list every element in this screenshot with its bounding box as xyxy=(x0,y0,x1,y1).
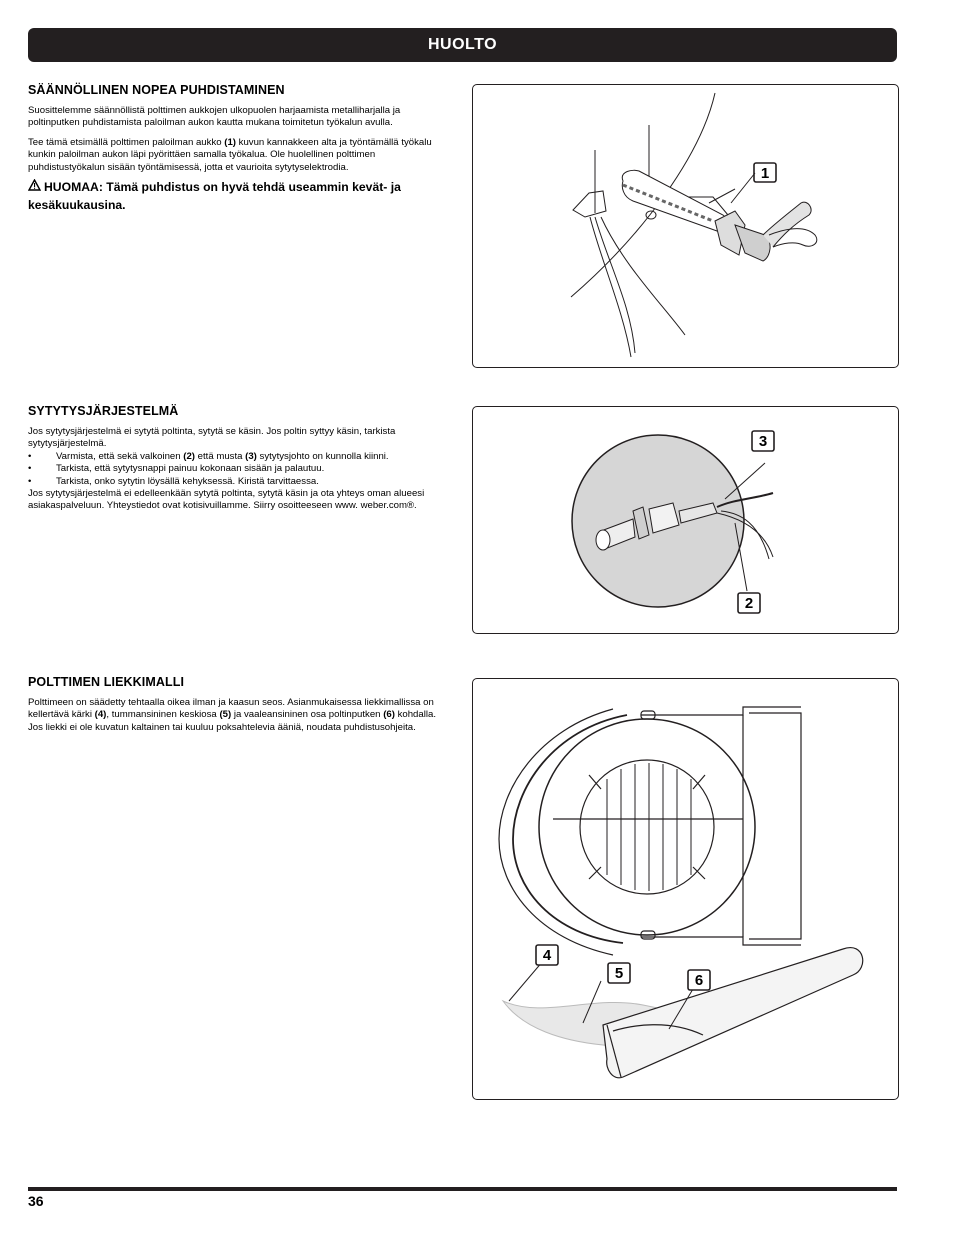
figure-flame-pattern xyxy=(472,678,899,1100)
callout-4 xyxy=(536,945,558,965)
callout-3 xyxy=(752,431,774,451)
section-title: SÄÄNNÖLLINEN NOPEA PUHDISTAMINEN xyxy=(28,83,285,97)
warning-icon xyxy=(28,178,41,196)
callout-5 xyxy=(608,963,630,983)
callout-1 xyxy=(754,163,776,182)
figure-igniter xyxy=(472,406,899,634)
section-flame-pattern xyxy=(28,675,453,741)
callout-2 xyxy=(738,593,760,613)
svg-text:2: 2 xyxy=(744,595,754,612)
section-header-bar xyxy=(28,28,897,62)
svg-text:5: 5 xyxy=(614,965,624,982)
paragraph: Jos sytytysjärjestelmä ei edelleenkään sytytä poltinta, sytytä käsin ja ota yhteys oman alueesi asiakaspalveluun. Yhteystiedot ovat kotisivuillamme. Siirry osoitteeseen www. weber.com®. xyxy=(28,488,425,512)
section-ignition-system xyxy=(28,404,453,520)
svg-text:3: 3 xyxy=(758,433,768,450)
paragraph: Jos sytytysjärjestelmä ei sytytä poltinta, sytytä se käsin. Jos poltin syttyy käsin, tarkista sytytysjärjestelmä. xyxy=(28,426,396,450)
list-item: • Tarkista, että sytytysnappi painuu kokonaan sisään ja palautuu. xyxy=(28,463,453,475)
paragraph: Polttimeen on säädetty tehtaalla oikea ilman ja kaasun seos. Asianmukaisessa liekkimallissa on kellertävä kärki (4), tummansininen keskiosa (5) ja vaaleansininen osa poltinputken (6) kohdalla. Jos liekki ei ole kuvatun kaltainen tai kuuluu poksahtelevia ääniä, noudata puhdistusohjeita. xyxy=(28,697,436,733)
footer-rule xyxy=(28,1187,897,1191)
section-title: POLTTIMEN LIEKKIMALLI xyxy=(28,675,185,689)
callout-6 xyxy=(688,970,710,990)
section-title: SYTYTYSJÄRJESTELMÄ xyxy=(28,404,179,418)
paragraph: Suosittelemme säännöllistä polttimen aukkojen ulkopuolen harjaamista metalliharjalla ja poltinputken puhdistamista paloilman aukon kautta mukana toimitetun työkalun avulla. xyxy=(28,105,401,129)
paragraph: Tee tämä etsimällä polttimen paloilman aukko (1) kuvun kannakkeen alta ja työntämällä työkalu kunkin paloilman aukon läpi pyörittäen samalla työkalua. Ole huolellinen polttimen puhdistustyökalun sisään työntämisessä, jotta et vaurioita sytytyselektrodia. xyxy=(28,136,432,173)
section-regular-cleaning xyxy=(28,83,453,214)
list-item: • Varmista, että sekä valkoinen (2) että musta (3) sytytysjohto on kunnolla kiinni. xyxy=(28,451,453,463)
note: HUOMAA: Tämä puhdistus on hyvä tehdä useammin kevät- ja kesäkuukausina. xyxy=(28,180,401,213)
svg-text:4: 4 xyxy=(542,947,552,964)
svg-text:1: 1 xyxy=(760,165,770,182)
figure-burner-cleaning xyxy=(472,84,899,368)
list-item: • Tarkista, onko sytytin löysällä kehyksessä. Kiristä tarvittaessa. xyxy=(28,476,453,488)
page-number: 36 xyxy=(28,1193,44,1209)
page-title: HUOLTO xyxy=(427,36,498,53)
checklist xyxy=(28,451,453,488)
svg-text:6: 6 xyxy=(694,972,704,989)
